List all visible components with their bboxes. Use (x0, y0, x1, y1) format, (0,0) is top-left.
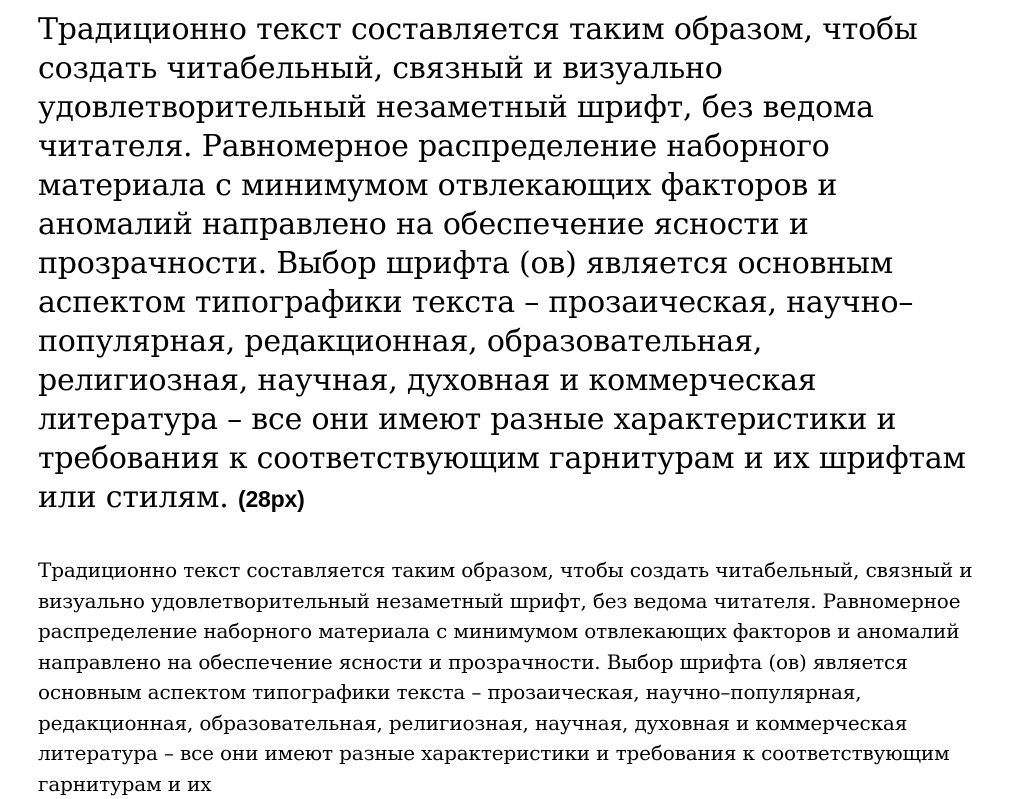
paragraph-28px (38, 10, 968, 519)
paragraph-28px-text: Традиционно текст составляется таким образом, чтобы создать читабельный, связный и визуально удовлетворительный незаметный шрифт, без ведома читателя. Равномерное распределение наборного материала с минимумом отвлекающих факторов и аномалий направлено на обеспечение ясности и прозрачности. Выбор шрифта (ов) является основным аспектом типографики текста – прозаическая, научно–популярная, редакционная, образовательная, религиозная, научная, духовная и коммерческая литература – все они имеют разные характеристики и требования к соответствующим гарнитурам и их шрифтам или стилям. (38, 12, 966, 515)
document-page (38, 10, 1013, 799)
font-size-label: (28px) (237, 486, 305, 512)
paragraph-small-text: Традиционно текст составляется таким образом, чтобы создать читабельный, связный и визуально удовлетворительный незаметный шрифт, без ведома читателя. Равномерное распределение наборного материала с минимумом отвлекающих факторов и аномалий направлено на обеспечение ясности и прозрачности. Выбор шрифта (ов) является основным аспектом типографики текста – прозаическая, научно–популярная, редакционная, образовательная, религиозная, научная, духовная и коммерческая литература – все они имеют разные характеристики и требования к соответствующим гарнитурам и их (38, 558, 973, 796)
paragraph-small (38, 555, 1008, 799)
